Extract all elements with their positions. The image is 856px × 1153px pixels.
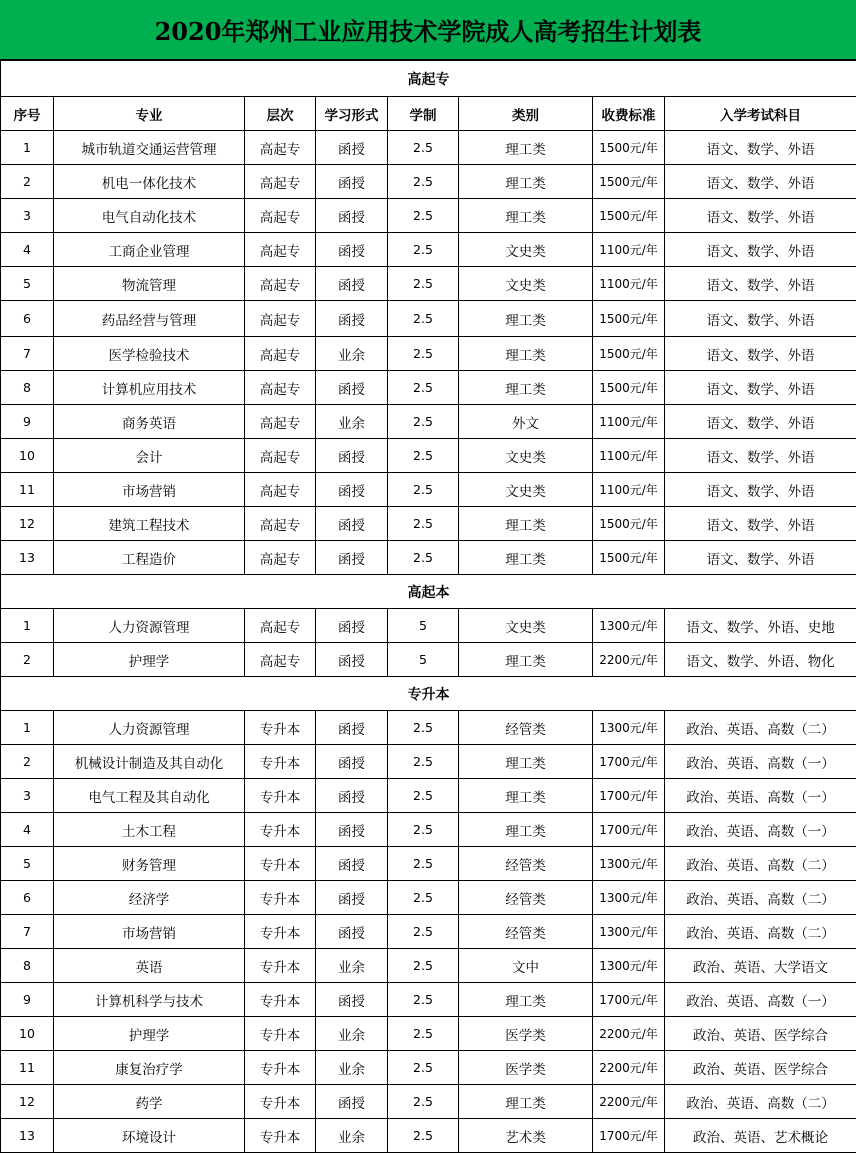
seq-cell: 9 bbox=[1, 983, 54, 1017]
study-mode-cell: 业余 bbox=[316, 1017, 388, 1051]
level-cell: 高起专 bbox=[245, 473, 316, 507]
seq-cell: 12 bbox=[1, 507, 54, 541]
major-cell: 经济学 bbox=[54, 881, 245, 915]
exam-subjects-cell: 语文、数学、外语、史地 bbox=[665, 609, 856, 643]
level-cell: 高起专 bbox=[245, 233, 316, 267]
level-cell: 高起专 bbox=[245, 439, 316, 473]
table-row bbox=[1, 779, 856, 813]
study-mode-cell: 函授 bbox=[316, 541, 388, 575]
exam-subjects-cell: 语文、数学、外语 bbox=[665, 541, 856, 575]
exam-subjects-cell: 语文、数学、外语 bbox=[665, 131, 856, 165]
seq-cell: 2 bbox=[1, 165, 54, 199]
seq-cell: 3 bbox=[1, 779, 54, 813]
exam-subjects-cell: 语文、数学、外语 bbox=[665, 507, 856, 541]
exam-subjects-cell: 政治、英语、医学综合 bbox=[665, 1017, 856, 1051]
exam-subjects-cell: 政治、英语、大学语文 bbox=[665, 949, 856, 983]
exam-subjects-cell: 政治、英语、高数（一） bbox=[665, 745, 856, 779]
category-cell: 理工类 bbox=[459, 199, 593, 233]
exam-subjects-cell: 语文、数学、外语 bbox=[665, 337, 856, 371]
category-cell: 文中 bbox=[459, 949, 593, 983]
seq-cell: 11 bbox=[1, 1051, 54, 1085]
table-row bbox=[1, 1085, 856, 1119]
seq-cell: 2 bbox=[1, 643, 54, 677]
duration-cell: 2.5 bbox=[388, 1051, 459, 1085]
table-row bbox=[1, 541, 856, 575]
fee-cell: 1100元/年 bbox=[593, 267, 665, 301]
study-mode-cell: 业余 bbox=[316, 337, 388, 371]
major-cell: 物流管理 bbox=[54, 267, 245, 301]
duration-cell: 5 bbox=[388, 643, 459, 677]
category-cell: 理工类 bbox=[459, 983, 593, 1017]
duration-cell: 2.5 bbox=[388, 813, 459, 847]
major-cell: 市场营销 bbox=[54, 473, 245, 507]
major-cell: 药学 bbox=[54, 1085, 245, 1119]
study-mode-cell: 函授 bbox=[316, 233, 388, 267]
seq-cell: 7 bbox=[1, 915, 54, 949]
seq-cell: 5 bbox=[1, 847, 54, 881]
fee-cell: 1500元/年 bbox=[593, 371, 665, 405]
category-cell: 理工类 bbox=[459, 337, 593, 371]
duration-cell: 2.5 bbox=[388, 439, 459, 473]
duration-cell: 2.5 bbox=[388, 1017, 459, 1051]
level-cell: 高起专 bbox=[245, 337, 316, 371]
category-cell: 外文 bbox=[459, 405, 593, 439]
study-mode-cell: 函授 bbox=[316, 983, 388, 1017]
major-cell: 建筑工程技术 bbox=[54, 507, 245, 541]
level-cell: 高起专 bbox=[245, 609, 316, 643]
fee-cell: 1500元/年 bbox=[593, 131, 665, 165]
study-mode-cell: 函授 bbox=[316, 439, 388, 473]
major-cell: 康复治疗学 bbox=[54, 1051, 245, 1085]
major-cell: 财务管理 bbox=[54, 847, 245, 881]
study-mode-cell: 函授 bbox=[316, 131, 388, 165]
category-cell: 理工类 bbox=[459, 779, 593, 813]
duration-cell: 2.5 bbox=[388, 1085, 459, 1119]
seq-cell: 1 bbox=[1, 609, 54, 643]
category-cell: 理工类 bbox=[459, 165, 593, 199]
major-cell: 工程造价 bbox=[54, 541, 245, 575]
duration-cell: 2.5 bbox=[388, 405, 459, 439]
duration-cell: 2.5 bbox=[388, 1119, 459, 1153]
exam-subjects-cell: 政治、英语、高数（二） bbox=[665, 915, 856, 949]
major-cell: 英语 bbox=[54, 949, 245, 983]
exam-subjects-cell: 语文、数学、外语 bbox=[665, 439, 856, 473]
study-mode-cell: 函授 bbox=[316, 609, 388, 643]
fee-cell: 1500元/年 bbox=[593, 507, 665, 541]
major-cell: 护理学 bbox=[54, 643, 245, 677]
fee-cell: 1500元/年 bbox=[593, 337, 665, 371]
duration-cell: 2.5 bbox=[388, 199, 459, 233]
duration-cell: 2.5 bbox=[388, 949, 459, 983]
seq-cell: 7 bbox=[1, 337, 54, 371]
study-mode-cell: 业余 bbox=[316, 405, 388, 439]
exam-subjects-cell: 政治、英语、高数（二） bbox=[665, 847, 856, 881]
table-row bbox=[1, 165, 856, 199]
table-row bbox=[1, 439, 856, 473]
category-cell: 理工类 bbox=[459, 131, 593, 165]
seq-cell: 1 bbox=[1, 131, 54, 165]
duration-cell: 2.5 bbox=[388, 915, 459, 949]
fee-cell: 1700元/年 bbox=[593, 813, 665, 847]
section-heading: 高起本 bbox=[1, 575, 856, 609]
category-cell: 经管类 bbox=[459, 711, 593, 745]
exam-subjects-cell: 语文、数学、外语 bbox=[665, 165, 856, 199]
exam-subjects-cell: 语文、数学、外语 bbox=[665, 473, 856, 507]
category-cell: 经管类 bbox=[459, 881, 593, 915]
category-cell: 理工类 bbox=[459, 643, 593, 677]
fee-cell: 1500元/年 bbox=[593, 199, 665, 233]
category-cell: 艺术类 bbox=[459, 1119, 593, 1153]
major-cell: 计算机科学与技术 bbox=[54, 983, 245, 1017]
study-mode-cell: 函授 bbox=[316, 199, 388, 233]
seq-cell: 13 bbox=[1, 1119, 54, 1153]
exam-subjects-cell: 语文、数学、外语 bbox=[665, 199, 856, 233]
exam-subjects-cell: 政治、英语、艺术概论 bbox=[665, 1119, 856, 1153]
major-cell: 医学检验技术 bbox=[54, 337, 245, 371]
column-header: 类别 bbox=[459, 97, 593, 131]
table-row bbox=[1, 267, 856, 301]
category-cell: 理工类 bbox=[459, 507, 593, 541]
category-cell: 医学类 bbox=[459, 1051, 593, 1085]
fee-cell: 1100元/年 bbox=[593, 405, 665, 439]
study-mode-cell: 函授 bbox=[316, 267, 388, 301]
seq-cell: 13 bbox=[1, 541, 54, 575]
category-cell: 医学类 bbox=[459, 1017, 593, 1051]
seq-cell: 1 bbox=[1, 711, 54, 745]
table-row bbox=[1, 1051, 856, 1085]
duration-cell: 2.5 bbox=[388, 337, 459, 371]
major-cell: 商务英语 bbox=[54, 405, 245, 439]
table-row bbox=[1, 1119, 856, 1153]
study-mode-cell: 函授 bbox=[316, 301, 388, 337]
level-cell: 专升本 bbox=[245, 1119, 316, 1153]
level-cell: 高起专 bbox=[245, 507, 316, 541]
table-row bbox=[1, 199, 856, 233]
duration-cell: 2.5 bbox=[388, 473, 459, 507]
seq-cell: 8 bbox=[1, 949, 54, 983]
seq-cell: 11 bbox=[1, 473, 54, 507]
study-mode-cell: 函授 bbox=[316, 847, 388, 881]
duration-cell: 2.5 bbox=[388, 371, 459, 405]
level-cell: 高起专 bbox=[245, 267, 316, 301]
study-mode-cell: 函授 bbox=[316, 711, 388, 745]
exam-subjects-cell: 政治、英语、高数（一） bbox=[665, 983, 856, 1017]
exam-subjects-cell: 政治、英语、高数（一） bbox=[665, 779, 856, 813]
major-cell: 护理学 bbox=[54, 1017, 245, 1051]
study-mode-cell: 函授 bbox=[316, 813, 388, 847]
fee-cell: 1100元/年 bbox=[593, 233, 665, 267]
duration-cell: 2.5 bbox=[388, 711, 459, 745]
category-cell: 文史类 bbox=[459, 439, 593, 473]
fee-cell: 1500元/年 bbox=[593, 165, 665, 199]
duration-cell: 2.5 bbox=[388, 165, 459, 199]
table-row bbox=[1, 507, 856, 541]
fee-cell: 1700元/年 bbox=[593, 745, 665, 779]
study-mode-cell: 函授 bbox=[316, 371, 388, 405]
fee-cell: 1700元/年 bbox=[593, 1119, 665, 1153]
column-header: 学习形式 bbox=[316, 97, 388, 131]
duration-cell: 2.5 bbox=[388, 233, 459, 267]
major-cell: 人力资源管理 bbox=[54, 711, 245, 745]
exam-subjects-cell: 政治、英语、高数（二） bbox=[665, 1085, 856, 1119]
table-row bbox=[1, 983, 856, 1017]
seq-cell: 4 bbox=[1, 233, 54, 267]
level-cell: 高起专 bbox=[245, 131, 316, 165]
study-mode-cell: 函授 bbox=[316, 745, 388, 779]
level-cell: 专升本 bbox=[245, 847, 316, 881]
seq-cell: 10 bbox=[1, 1017, 54, 1051]
level-cell: 高起专 bbox=[245, 643, 316, 677]
major-cell: 人力资源管理 bbox=[54, 609, 245, 643]
level-cell: 高起专 bbox=[245, 541, 316, 575]
seq-cell: 6 bbox=[1, 301, 54, 337]
level-cell: 高起专 bbox=[245, 371, 316, 405]
exam-subjects-cell: 语文、数学、外语 bbox=[665, 371, 856, 405]
major-cell: 机械设计制造及其自动化 bbox=[54, 745, 245, 779]
table-row bbox=[1, 609, 856, 643]
category-cell: 文史类 bbox=[459, 473, 593, 507]
level-cell: 专升本 bbox=[245, 949, 316, 983]
major-cell: 计算机应用技术 bbox=[54, 371, 245, 405]
duration-cell: 2.5 bbox=[388, 881, 459, 915]
exam-subjects-cell: 政治、英语、高数（二） bbox=[665, 881, 856, 915]
study-mode-cell: 函授 bbox=[316, 915, 388, 949]
level-cell: 专升本 bbox=[245, 779, 316, 813]
column-header: 收费标准 bbox=[593, 97, 665, 131]
duration-cell: 2.5 bbox=[388, 779, 459, 813]
fee-cell: 1300元/年 bbox=[593, 609, 665, 643]
fee-cell: 1500元/年 bbox=[593, 301, 665, 337]
duration-cell: 2.5 bbox=[388, 507, 459, 541]
fee-cell: 1300元/年 bbox=[593, 711, 665, 745]
level-cell: 高起专 bbox=[245, 199, 316, 233]
table-row bbox=[1, 813, 856, 847]
level-cell: 高起专 bbox=[245, 165, 316, 199]
page-title: 2020年郑州工业应用技术学院成人高考招生计划表 bbox=[0, 0, 856, 60]
level-cell: 专升本 bbox=[245, 1051, 316, 1085]
major-cell: 会计 bbox=[54, 439, 245, 473]
level-cell: 高起专 bbox=[245, 301, 316, 337]
category-cell: 文史类 bbox=[459, 267, 593, 301]
category-cell: 理工类 bbox=[459, 371, 593, 405]
table-row bbox=[1, 131, 856, 165]
fee-cell: 1300元/年 bbox=[593, 847, 665, 881]
major-cell: 环境设计 bbox=[54, 1119, 245, 1153]
study-mode-cell: 函授 bbox=[316, 881, 388, 915]
header-row bbox=[1, 97, 856, 131]
table-row bbox=[1, 949, 856, 983]
duration-cell: 2.5 bbox=[388, 131, 459, 165]
exam-subjects-cell: 政治、英语、医学综合 bbox=[665, 1051, 856, 1085]
exam-subjects-cell: 政治、英语、高数（二） bbox=[665, 711, 856, 745]
level-cell: 专升本 bbox=[245, 1017, 316, 1051]
section-heading: 高起专 bbox=[1, 61, 856, 97]
seq-cell: 9 bbox=[1, 405, 54, 439]
table-row bbox=[1, 301, 856, 337]
seq-cell: 4 bbox=[1, 813, 54, 847]
table-row bbox=[1, 337, 856, 371]
category-cell: 理工类 bbox=[459, 301, 593, 337]
duration-cell: 2.5 bbox=[388, 267, 459, 301]
study-mode-cell: 函授 bbox=[316, 1085, 388, 1119]
duration-cell: 2.5 bbox=[388, 301, 459, 337]
level-cell: 专升本 bbox=[245, 813, 316, 847]
category-cell: 理工类 bbox=[459, 1085, 593, 1119]
study-mode-cell: 业余 bbox=[316, 1051, 388, 1085]
enrollment-plan-table bbox=[0, 60, 856, 1153]
duration-cell: 5 bbox=[388, 609, 459, 643]
study-mode-cell: 业余 bbox=[316, 949, 388, 983]
table-row bbox=[1, 405, 856, 439]
fee-cell: 2200元/年 bbox=[593, 1051, 665, 1085]
table-row bbox=[1, 745, 856, 779]
column-header: 层次 bbox=[245, 97, 316, 131]
seq-cell: 10 bbox=[1, 439, 54, 473]
level-cell: 专升本 bbox=[245, 1085, 316, 1119]
table-row bbox=[1, 881, 856, 915]
fee-cell: 1700元/年 bbox=[593, 983, 665, 1017]
study-mode-cell: 函授 bbox=[316, 165, 388, 199]
level-cell: 专升本 bbox=[245, 983, 316, 1017]
study-mode-cell: 函授 bbox=[316, 643, 388, 677]
table-row bbox=[1, 233, 856, 267]
seq-cell: 12 bbox=[1, 1085, 54, 1119]
major-cell: 药品经营与管理 bbox=[54, 301, 245, 337]
duration-cell: 2.5 bbox=[388, 847, 459, 881]
level-cell: 专升本 bbox=[245, 711, 316, 745]
fee-cell: 2200元/年 bbox=[593, 643, 665, 677]
exam-subjects-cell: 语文、数学、外语 bbox=[665, 233, 856, 267]
fee-cell: 1700元/年 bbox=[593, 779, 665, 813]
level-cell: 专升本 bbox=[245, 745, 316, 779]
section-heading: 专升本 bbox=[1, 677, 856, 711]
exam-subjects-cell: 语文、数学、外语 bbox=[665, 405, 856, 439]
exam-subjects-cell: 语文、数学、外语 bbox=[665, 267, 856, 301]
column-header: 专业 bbox=[54, 97, 245, 131]
table-row bbox=[1, 643, 856, 677]
major-cell: 城市轨道交通运营管理 bbox=[54, 131, 245, 165]
duration-cell: 2.5 bbox=[388, 541, 459, 575]
category-cell: 经管类 bbox=[459, 915, 593, 949]
fee-cell: 1500元/年 bbox=[593, 541, 665, 575]
section-row bbox=[1, 677, 856, 711]
seq-cell: 8 bbox=[1, 371, 54, 405]
category-cell: 理工类 bbox=[459, 813, 593, 847]
table-row bbox=[1, 915, 856, 949]
fee-cell: 1100元/年 bbox=[593, 439, 665, 473]
study-mode-cell: 函授 bbox=[316, 507, 388, 541]
fee-cell: 1300元/年 bbox=[593, 881, 665, 915]
fee-cell: 1300元/年 bbox=[593, 949, 665, 983]
category-cell: 文史类 bbox=[459, 609, 593, 643]
exam-subjects-cell: 语文、数学、外语 bbox=[665, 301, 856, 337]
table-row bbox=[1, 711, 856, 745]
seq-cell: 6 bbox=[1, 881, 54, 915]
section-row bbox=[1, 575, 856, 609]
category-cell: 理工类 bbox=[459, 541, 593, 575]
major-cell: 电气自动化技术 bbox=[54, 199, 245, 233]
duration-cell: 2.5 bbox=[388, 983, 459, 1017]
table-row bbox=[1, 847, 856, 881]
fee-cell: 2200元/年 bbox=[593, 1085, 665, 1119]
column-header: 学制 bbox=[388, 97, 459, 131]
exam-subjects-cell: 语文、数学、外语、物化 bbox=[665, 643, 856, 677]
level-cell: 专升本 bbox=[245, 915, 316, 949]
table-row bbox=[1, 1017, 856, 1051]
major-cell: 土木工程 bbox=[54, 813, 245, 847]
major-cell: 电气工程及其自动化 bbox=[54, 779, 245, 813]
fee-cell: 2200元/年 bbox=[593, 1017, 665, 1051]
seq-cell: 5 bbox=[1, 267, 54, 301]
major-cell: 市场营销 bbox=[54, 915, 245, 949]
category-cell: 文史类 bbox=[459, 233, 593, 267]
category-cell: 经管类 bbox=[459, 847, 593, 881]
section-row bbox=[1, 61, 856, 97]
study-mode-cell: 业余 bbox=[316, 1119, 388, 1153]
major-cell: 机电一体化技术 bbox=[54, 165, 245, 199]
category-cell: 理工类 bbox=[459, 745, 593, 779]
level-cell: 专升本 bbox=[245, 881, 316, 915]
major-cell: 工商企业管理 bbox=[54, 233, 245, 267]
table-row bbox=[1, 371, 856, 405]
seq-cell: 3 bbox=[1, 199, 54, 233]
fee-cell: 1300元/年 bbox=[593, 915, 665, 949]
table-row bbox=[1, 473, 856, 507]
seq-cell: 2 bbox=[1, 745, 54, 779]
column-header: 入学考试科目 bbox=[665, 97, 856, 131]
exam-subjects-cell: 政治、英语、高数（一） bbox=[665, 813, 856, 847]
study-mode-cell: 函授 bbox=[316, 473, 388, 507]
fee-cell: 1100元/年 bbox=[593, 473, 665, 507]
study-mode-cell: 函授 bbox=[316, 779, 388, 813]
column-header: 序号 bbox=[1, 97, 54, 131]
duration-cell: 2.5 bbox=[388, 745, 459, 779]
level-cell: 高起专 bbox=[245, 405, 316, 439]
